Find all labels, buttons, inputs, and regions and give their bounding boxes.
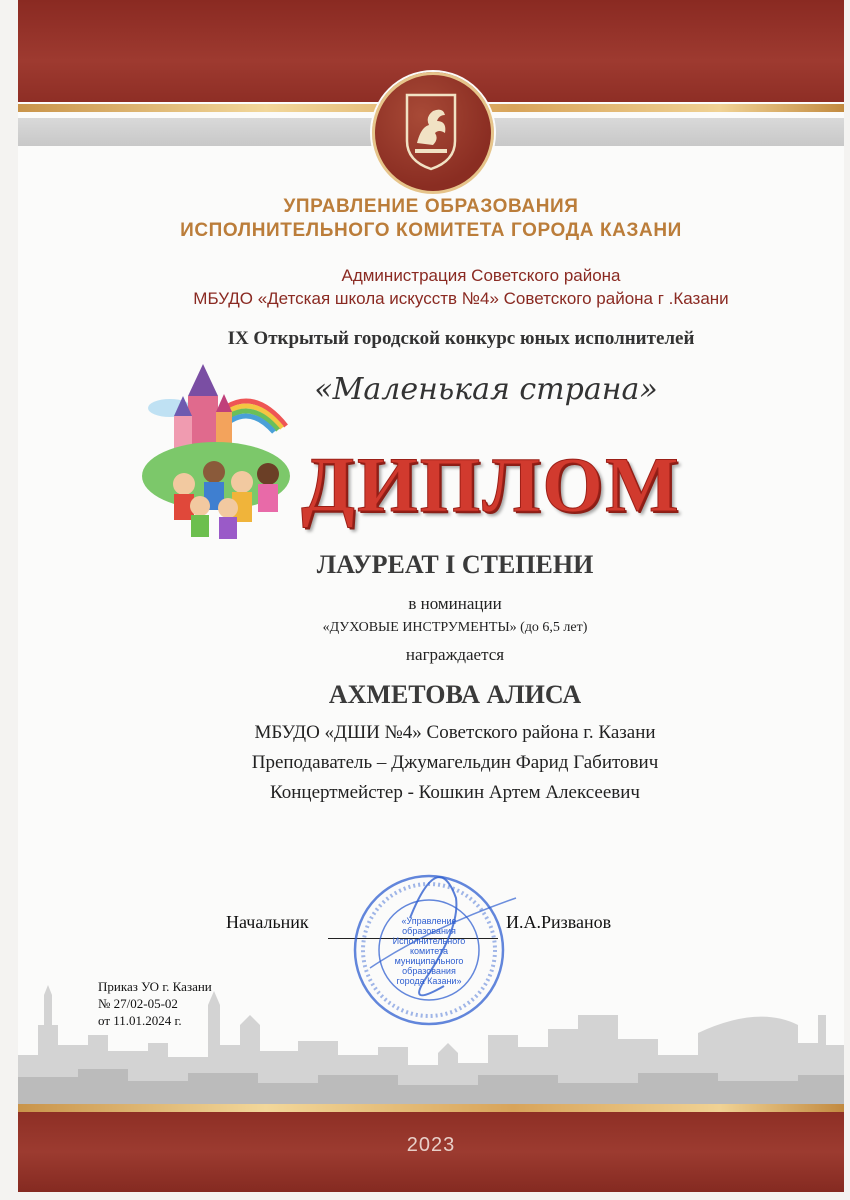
contest-name: «Маленькая страна» <box>314 372 658 407</box>
year-label: 2023 <box>406 1134 456 1156</box>
kazan-skyline <box>18 985 844 1107</box>
nomination: «ДУХОВЫЕ ИНСТРУМЕНТЫ» (до 6,5 лет) <box>322 620 588 635</box>
signatory-role: Начальник <box>226 912 309 932</box>
school-line: МБУДО «ДШИ №4» Советского района г. Казани <box>254 722 656 743</box>
stamp-line: образования <box>402 966 456 976</box>
signatory-name: И.А.Ризванов <box>506 912 612 932</box>
teacher-line: Преподаватель – Джумагельдин Фарид Габитович <box>251 752 659 773</box>
stamp-line: «Управление <box>401 916 457 926</box>
order-line-1: Приказ УО г. Казани <box>98 979 212 994</box>
org-line-1: УПРАВЛЕНИЕ ОБРАЗОВАНИЯ <box>283 196 579 217</box>
diploma-title: ДИПЛОМ <box>301 441 681 528</box>
nomination-intro: в номинации <box>408 594 502 613</box>
stamp-line: комитета <box>409 946 449 956</box>
stamp-line: города Казани» <box>396 976 462 986</box>
kazan-emblem <box>372 72 494 194</box>
dragon-crest-icon <box>403 91 459 171</box>
stamp-line: муниципального <box>394 956 464 966</box>
gold-line-bottom <box>18 1104 844 1112</box>
org-line-2: ИСПОЛНИТЕЛЬНОГО КОМИТЕТА ГОРОДА КАЗАНИ <box>180 220 682 241</box>
awardee-name: АХМЕТОВА АЛИСА <box>328 680 582 709</box>
admin-line-2: МБУДО «Детская школа искусств №4» Советского района г .Казани <box>193 289 729 308</box>
order-line-3: от 11.01.2024 г. <box>98 1013 182 1028</box>
admin-line-1: Администрация Советского района <box>341 266 621 285</box>
laureate-degree: ЛАУРЕАТ I СТЕПЕНИ <box>316 550 594 579</box>
diploma-sheet <box>18 0 844 1192</box>
awarded-label: награждается <box>405 645 505 664</box>
order-line-2: № 27/02-05-02 <box>98 996 178 1011</box>
stamp-line: Исполнительного <box>392 936 466 946</box>
stamp-line: образования <box>402 926 456 936</box>
accompanist-line: Концертмейстер - Кошкин Артем Алексеевич <box>270 782 640 803</box>
contest-title: IX Открытый городской конкурс юных исполнителей <box>227 328 695 349</box>
